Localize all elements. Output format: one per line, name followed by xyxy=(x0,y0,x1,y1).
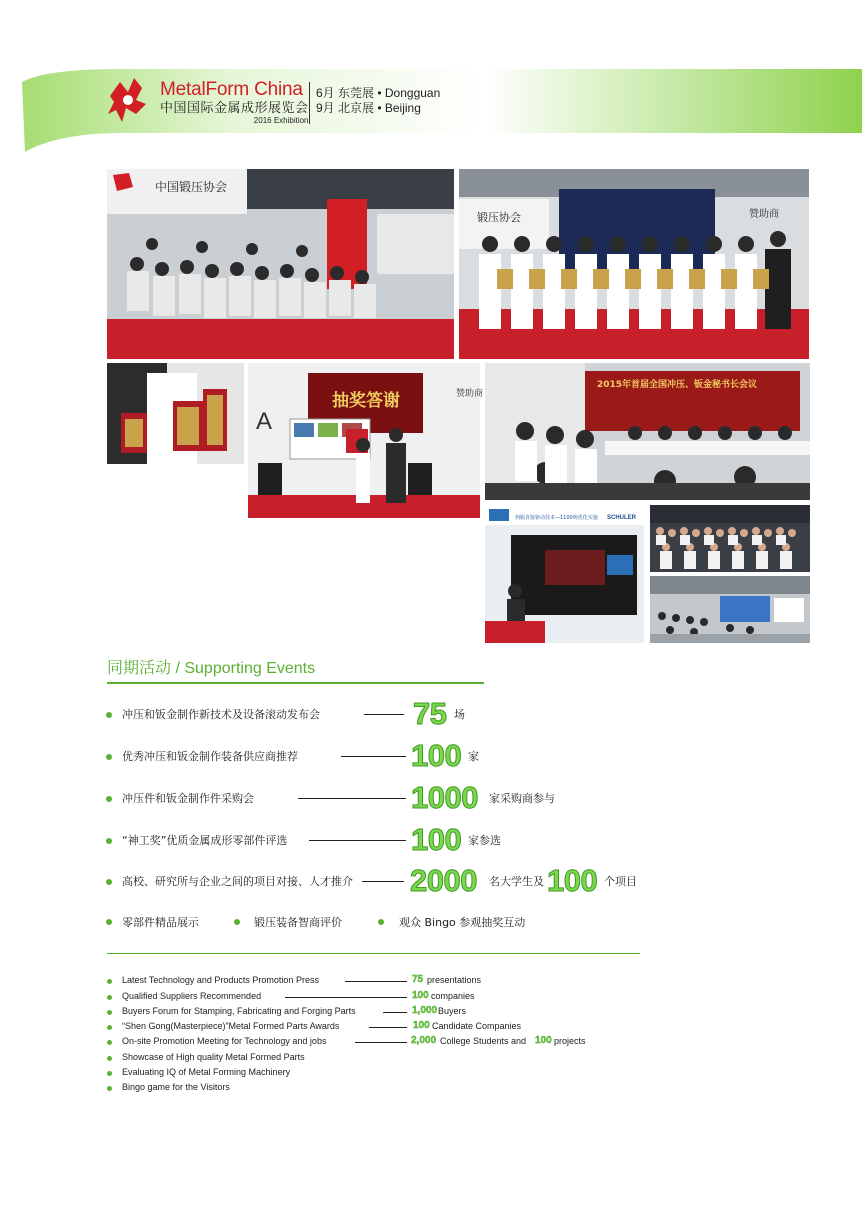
bullet-dot xyxy=(107,979,112,984)
event-row-zh xyxy=(0,861,862,901)
leader-line xyxy=(285,997,407,998)
event-row-en xyxy=(0,1082,862,1096)
bullet-dot xyxy=(107,1056,112,1061)
event-misc-item: 零部件精品展示 xyxy=(122,916,199,929)
event-label-en: Showcase of High quality Metal Formed Parts xyxy=(122,1052,305,1062)
event-row-en xyxy=(0,991,862,1005)
photo-booth-crowd xyxy=(107,169,454,359)
lottery-banner-text: 抽奖答谢 xyxy=(332,391,400,411)
event-row-en xyxy=(0,1036,862,1050)
venue-dongguan: 6月 东莞展 • Dongguan xyxy=(316,86,441,100)
event-label-en: Latest Technology and Products Promotion Press xyxy=(122,975,319,985)
award-sign-text: 锻压协会 xyxy=(477,212,521,224)
press-brand-text: SCHULER xyxy=(607,515,637,521)
section-title-en: / Supporting Events xyxy=(175,660,316,677)
event-label: 冲压和钣金制作新技术及设备滚动发布会 xyxy=(122,708,320,721)
venue-list xyxy=(316,86,440,116)
event-label-en: Buyers Forum for Stamping, Fabricating and Forging Parts xyxy=(122,1006,356,1016)
event-label: “神工奖”优质金属成形零部件评选 xyxy=(122,834,288,847)
sponsor-label-2: 赞助商 xyxy=(456,388,484,398)
event-unit-en: Candidate Companies xyxy=(432,1021,522,1031)
event-label-en: Qualified Suppliers Recommended xyxy=(122,991,262,1001)
event-row-en xyxy=(0,1067,862,1081)
bullet-dot xyxy=(106,712,112,718)
event-row-zh xyxy=(0,778,862,818)
bullet-dot xyxy=(107,1010,112,1015)
photo-award-lineup xyxy=(459,169,809,359)
bullet-dot xyxy=(106,796,112,802)
venue-beijing: 9月 北京展 • Beijing xyxy=(316,101,421,115)
bullet-dot xyxy=(106,879,112,885)
event-unit: 场 xyxy=(454,708,465,721)
photo-group xyxy=(650,505,810,572)
event-unit: 家 xyxy=(468,750,479,763)
event-row-zh xyxy=(0,820,862,860)
photo-lottery-stage xyxy=(248,363,484,518)
bullet-dot xyxy=(107,1071,112,1076)
metalform-logo-icon xyxy=(106,74,152,124)
event-unit: 家参选 xyxy=(468,834,501,847)
event-unit-en: presentations xyxy=(427,975,482,985)
bullet-dot xyxy=(107,1086,112,1091)
leader-line xyxy=(364,714,404,715)
event-number-en: 1,000 xyxy=(412,1005,438,1016)
brand-block xyxy=(160,80,309,126)
bullet-dot xyxy=(234,919,240,925)
event-number-en-2: 100 xyxy=(535,1035,552,1046)
event-row-zh xyxy=(0,736,862,776)
leader-line xyxy=(309,840,406,841)
photo-secretary-meeting xyxy=(485,363,810,500)
event-number: 100 xyxy=(411,738,462,773)
booth-sign-text: 中国锻压协会 xyxy=(155,180,228,194)
event-unit-en: College Students and xyxy=(440,1036,527,1046)
bullet-dot xyxy=(106,919,112,925)
event-number-2: 100 xyxy=(547,863,598,898)
event-number-en: 100 xyxy=(412,990,429,1001)
event-row-misc xyxy=(0,914,862,934)
sponsor-label-1: 赞助商 xyxy=(749,209,779,220)
leader-line xyxy=(355,1042,407,1043)
brand-title-zh: 中国国际金属成形展览会 xyxy=(160,100,309,115)
header-divider xyxy=(309,82,310,124)
event-number-en: 75 xyxy=(412,974,424,985)
event-number-en: 100 xyxy=(413,1020,430,1031)
event-number: 1000 xyxy=(411,780,478,815)
event-row-en xyxy=(0,1052,862,1066)
section-title-zh: 同期活动 xyxy=(107,660,172,677)
event-unit: 名大学生及 xyxy=(489,875,544,888)
event-unit: 家采购商参与 xyxy=(489,792,555,805)
event-number: 100 xyxy=(411,822,462,857)
photo-seminar-hall xyxy=(650,576,810,643)
event-label-en: “Shen Gong(Masterpiece)”Metal Formed Parts Awards xyxy=(122,1021,340,1031)
event-number-en: 2,000 xyxy=(411,1035,437,1046)
event-misc-item: 观众 Bingo 参观抽奖互动 xyxy=(399,916,526,929)
event-label: 冲压件和钣金制作件采购会 xyxy=(122,792,254,805)
leader-line xyxy=(362,881,404,882)
event-number: 2000 xyxy=(410,863,477,898)
event-unit-2: 个项目 xyxy=(604,875,637,888)
event-label: 优秀冲压和钣金制作装备供应商推荐 xyxy=(122,750,298,763)
photo-certificates xyxy=(107,363,244,464)
leader-line xyxy=(298,798,406,799)
event-misc-item: 锻压装备智商评价 xyxy=(254,916,342,929)
event-unit-en: Buyers xyxy=(438,1006,467,1016)
photo-press-conference xyxy=(485,505,644,643)
event-label: 高校、研究所与企业之间的项目对接、人才推介 xyxy=(122,875,353,888)
lottery-hall-letter: A xyxy=(256,408,273,435)
leader-line xyxy=(369,1027,407,1028)
bullet-dot xyxy=(106,754,112,760)
section-title xyxy=(107,655,315,678)
event-unit-en: companies xyxy=(431,991,475,1001)
bullet-dot xyxy=(378,919,384,925)
bullet-dot xyxy=(107,1040,112,1045)
event-row-en xyxy=(0,1006,862,1020)
leader-line xyxy=(345,981,407,982)
event-row-zh xyxy=(0,694,862,734)
event-label-en: On-site Promotion Meeting for Technology and jobs xyxy=(122,1036,327,1046)
event-label-en: Evaluating IQ of Metal Forming Machinery xyxy=(122,1067,291,1077)
press-title-text: 伺服直接驱动技术—1100吨优化实施 xyxy=(515,515,598,521)
event-number: 75 xyxy=(413,696,447,731)
meeting-banner-text: 2015年首届全国冲压、钣金秘书长会议 xyxy=(597,380,758,390)
list-separator xyxy=(107,953,640,954)
bullet-dot xyxy=(107,1025,112,1030)
section-rule xyxy=(107,682,484,684)
leader-line xyxy=(383,1012,407,1013)
leader-line xyxy=(341,756,406,757)
event-row-en xyxy=(0,1021,862,1035)
brand-year: 2016 Exhibition xyxy=(253,116,309,125)
bullet-dot xyxy=(106,838,112,844)
event-row-en xyxy=(0,975,862,989)
event-label-en: Bingo game for the Visitors xyxy=(122,1082,230,1092)
bullet-dot xyxy=(107,995,112,1000)
brand-title-en: MetalForm China xyxy=(160,79,303,100)
event-unit-en-2: projects xyxy=(554,1036,586,1046)
